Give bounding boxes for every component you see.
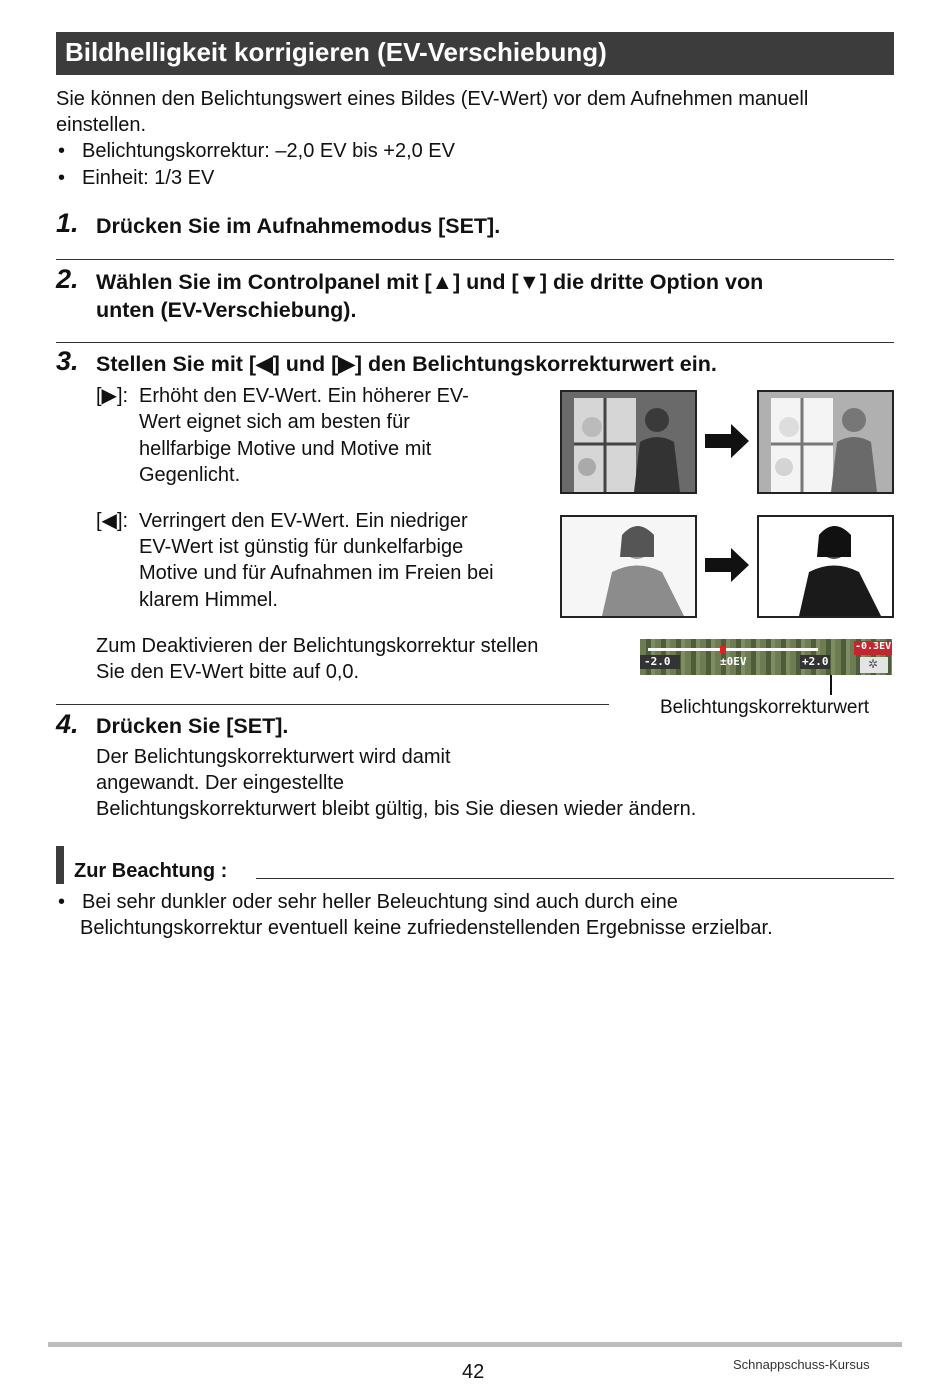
step-4-body: Der Belichtungskorrekturwert wird damit xyxy=(96,746,451,768)
decrease-key: [◀]: xyxy=(96,510,129,532)
bullet-mark: • xyxy=(58,167,66,189)
bullet-text: Einheit: 1/3 EV xyxy=(82,167,215,189)
step-2-text: Wählen Sie im Controlpanel mit [▲] und [▼] die dritte Option von xyxy=(96,270,764,294)
increase-text: Erhöht den EV-Wert. Ein höherer EV- xyxy=(139,385,469,407)
step-number: 1. xyxy=(56,208,79,238)
ev-max-label: +2.0 xyxy=(802,655,829,668)
photo-after-brighten xyxy=(757,390,894,494)
intro-bullet xyxy=(58,165,214,192)
decrease-text: Verringert den EV-Wert. Ein niedriger xyxy=(139,510,468,532)
step-4-body: angewandt. Der eingestellte xyxy=(96,772,344,794)
arrow-right-icon xyxy=(705,424,749,458)
ev-control-screen xyxy=(640,639,892,675)
page-number: 42 xyxy=(462,1361,485,1383)
ev-adjust-icon: ✲ xyxy=(868,657,879,671)
intro-line-2: einstellen. xyxy=(56,114,147,136)
callout-label: Belichtungskorrekturwert xyxy=(660,697,870,718)
backlit-portrait-dark xyxy=(562,392,695,492)
note-divider xyxy=(256,878,894,879)
bullet-mark: • xyxy=(58,140,66,162)
intro-line-1: Sie können den Belichtungswert eines Bildes (EV-Wert) vor dem Aufnehmen manuell xyxy=(56,88,809,110)
photo-after-darken xyxy=(757,515,894,618)
outdoor-portrait-light xyxy=(562,517,695,616)
bullet-text: Belichtungskorrektur: –2,0 EV bis +2,0 EV xyxy=(82,140,455,162)
divider xyxy=(56,342,894,343)
intro-bullet xyxy=(58,138,455,165)
decrease-text: klarem Himmel. xyxy=(139,589,278,611)
ev-slider-track xyxy=(648,648,818,651)
callout-line xyxy=(830,675,832,695)
ev-zero-label: ±0EV xyxy=(720,655,747,668)
decrease-text: Motive und für Aufnahmen im Freien bei xyxy=(139,562,494,584)
ev-min-label: -2.0 xyxy=(644,655,671,668)
note-title: Zur Beachtung : xyxy=(74,860,228,882)
step-3-text: Stellen Sie mit [◀] und [▶] den Belichtungskorrekturwert ein. xyxy=(96,352,717,376)
increase-text: hellfarbige Motive und Motive mit xyxy=(139,438,432,460)
increase-text: Gegenlicht. xyxy=(139,464,241,486)
ev-value-label: -0.3EV xyxy=(855,641,892,652)
reset-text: Sie den EV-Wert bitte auf 0,0. xyxy=(96,661,360,683)
note-text: Belichtungskorrektur eventuell keine zufriedenstellenden Ergebnisse erzielbar. xyxy=(80,917,773,939)
step-4-text: Drücken Sie [SET]. xyxy=(96,714,289,738)
step-1-text: Drücken Sie im Aufnahmemodus [SET]. xyxy=(96,214,501,238)
step-number: 2. xyxy=(56,264,79,294)
step-number: 3. xyxy=(56,346,79,376)
reset-text: Zum Deaktivieren der Belichtungskorrektur stellen xyxy=(96,635,539,657)
section-title: Bildhelligkeit korrigieren (EV-Verschiebung) xyxy=(65,37,607,67)
ev-slider-marker xyxy=(720,646,726,653)
decrease-text: EV-Wert ist günstig für dunkelfarbige xyxy=(139,536,464,558)
step-4-body: Belichtungskorrekturwert bleibt gültig, bis Sie diesen wieder ändern. xyxy=(96,798,697,820)
note-bullet xyxy=(58,889,678,916)
backlit-portrait-bright xyxy=(759,392,892,492)
arrow-right-icon xyxy=(705,548,749,582)
divider xyxy=(56,704,609,705)
step-2-text: unten (EV-Verschiebung). xyxy=(96,298,357,322)
photo-before-brighten xyxy=(560,390,697,494)
increase-text: Wert eignet sich am besten für xyxy=(139,411,410,433)
footer-rule xyxy=(48,1342,902,1347)
note-text: Bei sehr dunkler oder sehr heller Beleuchtung sind auch durch eine xyxy=(82,891,678,913)
outdoor-portrait-dark xyxy=(759,517,892,616)
divider xyxy=(56,259,894,260)
increase-key: [▶]: xyxy=(96,385,129,407)
step-number: 4. xyxy=(56,709,79,739)
bullet-mark: • xyxy=(58,891,66,913)
note-marker xyxy=(56,846,64,884)
footer-section: Schnappschuss-Kursus xyxy=(733,1357,870,1372)
photo-before-darken xyxy=(560,515,697,618)
section-title-bar xyxy=(56,32,894,75)
